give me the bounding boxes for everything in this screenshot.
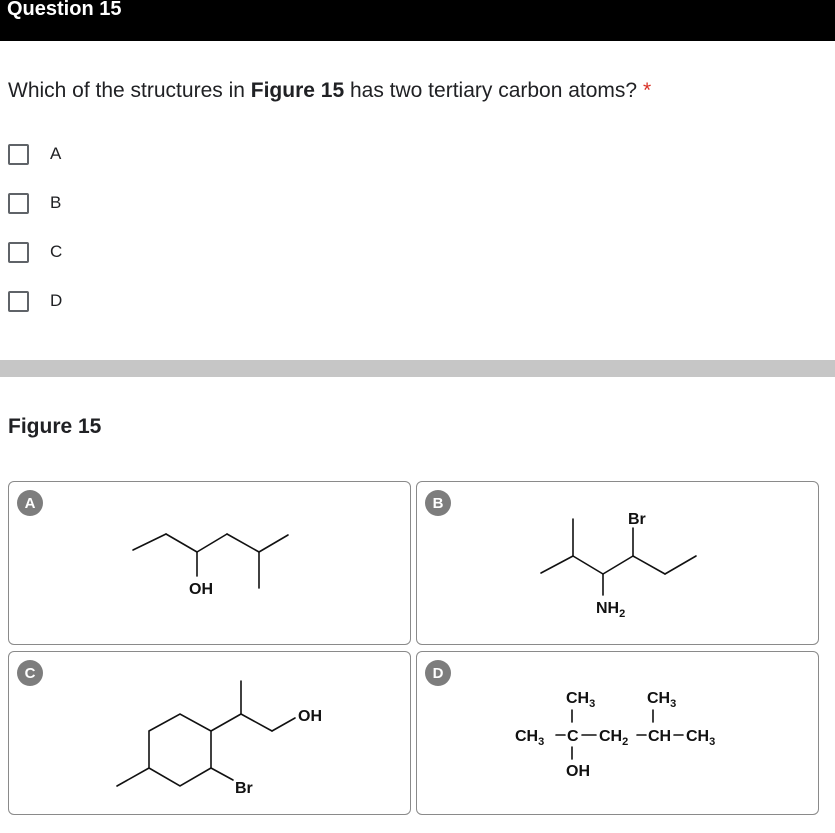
figure-title: Figure 15 <box>8 415 102 438</box>
option-d[interactable] <box>8 288 62 314</box>
structure-d-ch3-top-2: $CH_3$ <box>647 690 677 710</box>
option-a[interactable] <box>8 141 61 167</box>
structure-b-nh2-label: $NH_2$ <box>596 600 626 620</box>
structure-d-ch3-left: $CH_3$ <box>515 728 545 748</box>
panel-d-badge: D <box>425 660 451 686</box>
option-a-checkbox[interactable] <box>8 144 29 165</box>
panel-d <box>416 651 819 815</box>
panel-b-badge: B <box>425 490 451 516</box>
structure-a-diagram <box>9 482 409 643</box>
required-asterisk: * <box>642 79 652 102</box>
structure-d-oh-label: OH <box>566 763 590 780</box>
panel-a <box>8 481 411 645</box>
question-prefix: Which of the structures in <box>8 79 251 102</box>
option-d-label: D <box>50 291 63 310</box>
question-title: Question 15 <box>7 0 122 20</box>
structure-b-br-label: Br <box>628 511 646 528</box>
option-c-label: C <box>50 242 63 261</box>
structure-d-quaternary-c: C <box>567 728 579 745</box>
structure-b-diagram <box>417 482 817 643</box>
question-figure-ref: Figure 15 <box>250 79 345 102</box>
structure-d-ch3-right: $CH_3$ <box>686 728 716 748</box>
question-header <box>0 0 835 41</box>
section-divider <box>0 360 835 377</box>
option-c-checkbox[interactable] <box>8 242 29 263</box>
option-c[interactable] <box>8 239 62 265</box>
structure-c-diagram <box>9 652 409 813</box>
option-b-label: B <box>50 193 62 212</box>
option-b-checkbox[interactable] <box>8 193 29 214</box>
structure-d-ch: CH <box>648 728 672 745</box>
structure-c-oh-label: OH <box>298 708 322 725</box>
option-b[interactable] <box>8 190 61 216</box>
structure-d-ch2: $CH_2$ <box>599 728 629 748</box>
option-d-checkbox[interactable] <box>8 291 29 312</box>
panel-b <box>416 481 819 645</box>
structure-a-oh-label: OH <box>189 581 213 598</box>
structure-c-br-label: Br <box>235 780 253 797</box>
question-suffix: has two tertiary carbon atoms? <box>344 79 638 102</box>
structure-d-diagram <box>417 652 817 813</box>
question-text <box>8 78 651 104</box>
panel-a-badge: A <box>17 490 43 516</box>
panel-c-badge: C <box>17 660 43 686</box>
panel-c <box>8 651 411 815</box>
option-a-label: A <box>50 144 62 163</box>
structure-d-ch3-top-1: $CH_3$ <box>566 690 596 710</box>
